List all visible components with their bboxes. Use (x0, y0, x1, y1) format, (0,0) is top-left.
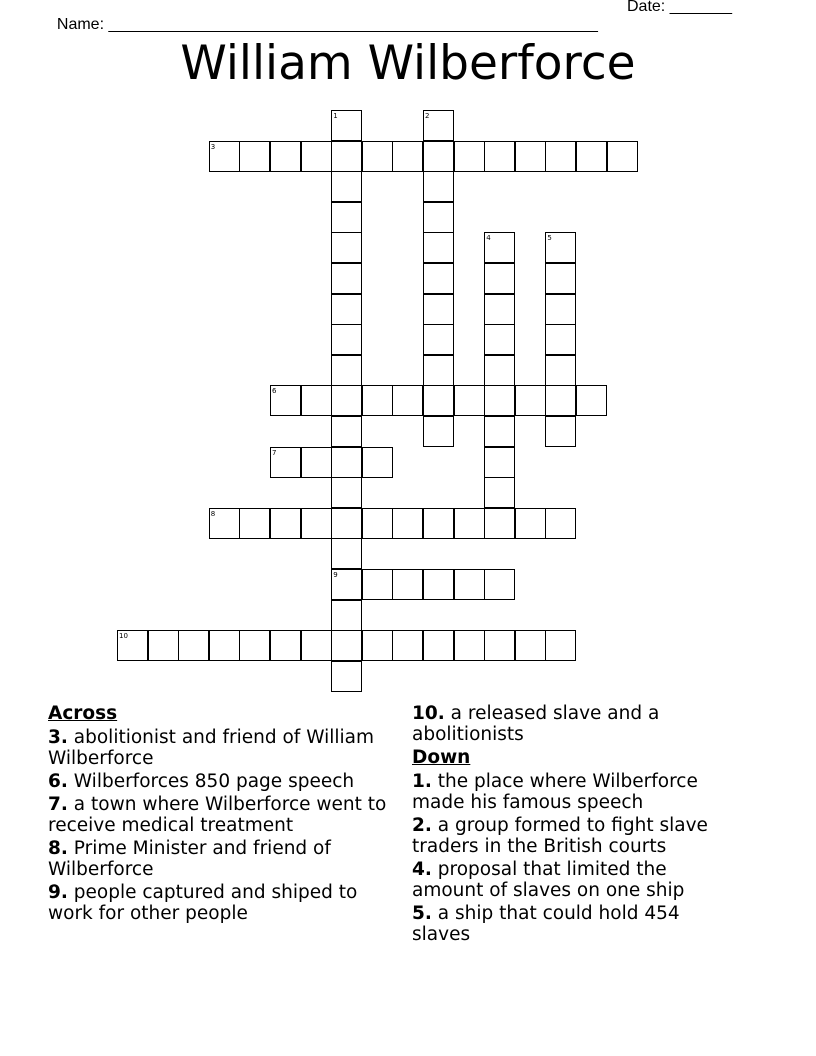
grid-cell[interactable] (454, 630, 485, 661)
grid-cell[interactable] (423, 385, 454, 416)
grid-cell[interactable] (331, 630, 362, 661)
grid-cell[interactable] (331, 141, 362, 172)
clue-number: 3. (48, 727, 68, 748)
grid-cell[interactable] (301, 385, 332, 416)
grid-cell[interactable] (484, 263, 515, 294)
grid-cell[interactable] (331, 661, 362, 692)
grid-cell[interactable] (545, 263, 576, 294)
grid-cell[interactable] (545, 416, 576, 447)
grid-cell[interactable] (515, 508, 546, 539)
grid-cell[interactable] (362, 385, 393, 416)
grid-cell[interactable] (545, 355, 576, 386)
grid-cell[interactable] (392, 508, 423, 539)
clue-number: 2. (412, 815, 432, 836)
grid-cell[interactable] (454, 385, 485, 416)
grid-cell[interactable] (423, 324, 454, 355)
grid-cell[interactable] (423, 569, 454, 600)
grid-cell[interactable] (331, 385, 362, 416)
clues-left-column (48, 703, 398, 926)
grid-cell[interactable] (576, 385, 607, 416)
grid-cell[interactable] (423, 202, 454, 233)
grid-cell[interactable] (454, 141, 485, 172)
grid-cell[interactable] (239, 508, 270, 539)
clue-number-label: 9 (333, 571, 338, 579)
clue-text: abolitionist and friend of William Wilberforce (48, 727, 375, 769)
clue-down-4 (412, 859, 742, 901)
clue-number: 10. (412, 703, 445, 724)
grid-cell[interactable] (362, 569, 393, 600)
clue-down-2 (412, 815, 742, 857)
grid-cell[interactable] (178, 630, 209, 661)
clue-number: 5. (412, 903, 432, 924)
grid-cell[interactable] (545, 508, 576, 539)
grid-cell[interactable] (331, 508, 362, 539)
clue-text: Wilberforces 850 page speech (67, 771, 355, 792)
grid-cell[interactable] (301, 508, 332, 539)
grid-cell[interactable] (607, 141, 638, 172)
clue-number-label: 2 (425, 112, 430, 120)
name-field-label: Name: _______________________________________________________ (56, 16, 598, 33)
grid-cell[interactable] (270, 630, 301, 661)
clue-across-8 (48, 838, 398, 880)
grid-cell[interactable] (331, 416, 362, 447)
grid-cell[interactable] (331, 324, 362, 355)
grid-cell[interactable] (545, 294, 576, 325)
clue-text: proposal that limited the amount of slaves on one ship (412, 859, 685, 901)
clue-number: 7. (48, 794, 68, 815)
clue-number-label: 1 (333, 112, 338, 120)
date-field-label: Date: _______ (627, 0, 732, 15)
grid-cell[interactable] (392, 569, 423, 600)
clue-number-label: 5 (547, 234, 552, 243)
grid-cell[interactable] (423, 416, 454, 447)
grid-cell[interactable] (301, 447, 332, 478)
grid-cell[interactable] (423, 141, 454, 172)
grid-cell[interactable] (331, 232, 362, 263)
clue-down-1 (412, 771, 742, 813)
clue-across-10 (412, 703, 742, 745)
grid-cell[interactable] (331, 263, 362, 294)
clue-number: 1. (412, 771, 432, 792)
clue-number: 9. (48, 882, 68, 903)
grid-cell[interactable] (331, 355, 362, 386)
grid-cell[interactable] (362, 447, 393, 478)
grid-cell[interactable] (454, 508, 485, 539)
clue-down-5 (412, 903, 742, 945)
grid-cell[interactable] (484, 324, 515, 355)
grid-cell[interactable] (515, 630, 546, 661)
grid-cell[interactable] (331, 171, 362, 202)
clue-number-label: 4 (486, 234, 491, 243)
grid-cell[interactable] (423, 232, 454, 263)
grid-cell[interactable] (239, 141, 270, 172)
clue-number-label: 7 (272, 448, 277, 457)
grid-cell[interactable] (515, 141, 546, 172)
clue-number-label: 3 (210, 142, 216, 151)
grid-cell[interactable] (423, 630, 454, 661)
grid-cell[interactable] (484, 630, 515, 661)
grid-cell[interactable] (423, 263, 454, 294)
grid-cell[interactable] (484, 447, 515, 478)
grid-cell[interactable] (392, 630, 423, 661)
grid-cell[interactable] (301, 630, 332, 661)
grid-cell[interactable] (545, 630, 576, 661)
clue-number-label: 8 (210, 509, 216, 518)
clue-across-9 (48, 882, 398, 924)
grid-cell[interactable] (484, 569, 515, 600)
grid-cell[interactable] (484, 355, 515, 386)
grid-cell[interactable] (423, 294, 454, 325)
grid-cell[interactable] (331, 600, 362, 631)
grid-cell[interactable] (331, 538, 362, 569)
grid-cell[interactable] (545, 385, 576, 416)
grid-cell[interactable] (392, 385, 423, 416)
clue-across-7 (48, 794, 398, 836)
clue-text: Prime Minister and friend of Wilberforce (48, 838, 331, 880)
grid-cell[interactable] (484, 294, 515, 325)
grid-cell[interactable] (392, 141, 423, 172)
grid-cell[interactable] (209, 630, 240, 661)
clue-number: 8. (48, 838, 68, 859)
grid-cell[interactable] (484, 141, 515, 172)
grid-cell[interactable] (270, 508, 301, 539)
across-heading: Across (48, 703, 118, 724)
grid-cell[interactable] (423, 355, 454, 386)
clue-number-label: 6 (272, 387, 277, 396)
grid-cell[interactable] (239, 630, 270, 661)
grid-cell[interactable] (301, 141, 332, 172)
grid-cell[interactable] (362, 630, 393, 661)
grid-cell[interactable] (545, 324, 576, 355)
grid-cell[interactable] (362, 141, 393, 172)
grid-cell[interactable] (423, 171, 454, 202)
grid-cell[interactable] (148, 630, 179, 661)
grid-cell[interactable] (454, 569, 485, 600)
grid-cell[interactable] (270, 141, 301, 172)
clue-across-3 (48, 727, 398, 769)
clue-number: 6. (48, 771, 68, 792)
grid-cell[interactable] (545, 141, 576, 172)
grid-cell[interactable] (576, 141, 607, 172)
grid-cell[interactable] (331, 447, 362, 478)
grid-cell[interactable] (484, 477, 515, 508)
grid-cell[interactable] (423, 508, 454, 539)
down-heading: Down (412, 747, 471, 768)
clue-text: a ship that could hold 454 slaves (412, 903, 680, 945)
puzzle-title: William Wilberforce (180, 36, 636, 91)
clue-number: 4. (412, 859, 432, 880)
clue-text: the place where Wilberforce made his famous speech (412, 771, 698, 813)
grid-cell[interactable] (484, 508, 515, 539)
clue-text: people captured and shiped to work for other people (48, 882, 358, 924)
grid-cell[interactable] (331, 294, 362, 325)
clue-text: a released slave and a abolitionists (412, 703, 660, 745)
clue-text: a town where Wilberforce went to receive medical treatment (48, 794, 387, 836)
clues-right-column (412, 703, 742, 947)
grid-cell[interactable] (331, 477, 362, 508)
grid-cell[interactable] (484, 416, 515, 447)
grid-cell[interactable] (331, 202, 362, 233)
clue-number-label: 10 (119, 632, 128, 641)
clue-text: a group formed to fight slave traders in the British courts (412, 815, 708, 857)
clue-across-6 (48, 771, 398, 792)
grid-cell[interactable] (515, 385, 546, 416)
grid-cell[interactable] (484, 385, 515, 416)
grid-cell[interactable] (362, 508, 393, 539)
